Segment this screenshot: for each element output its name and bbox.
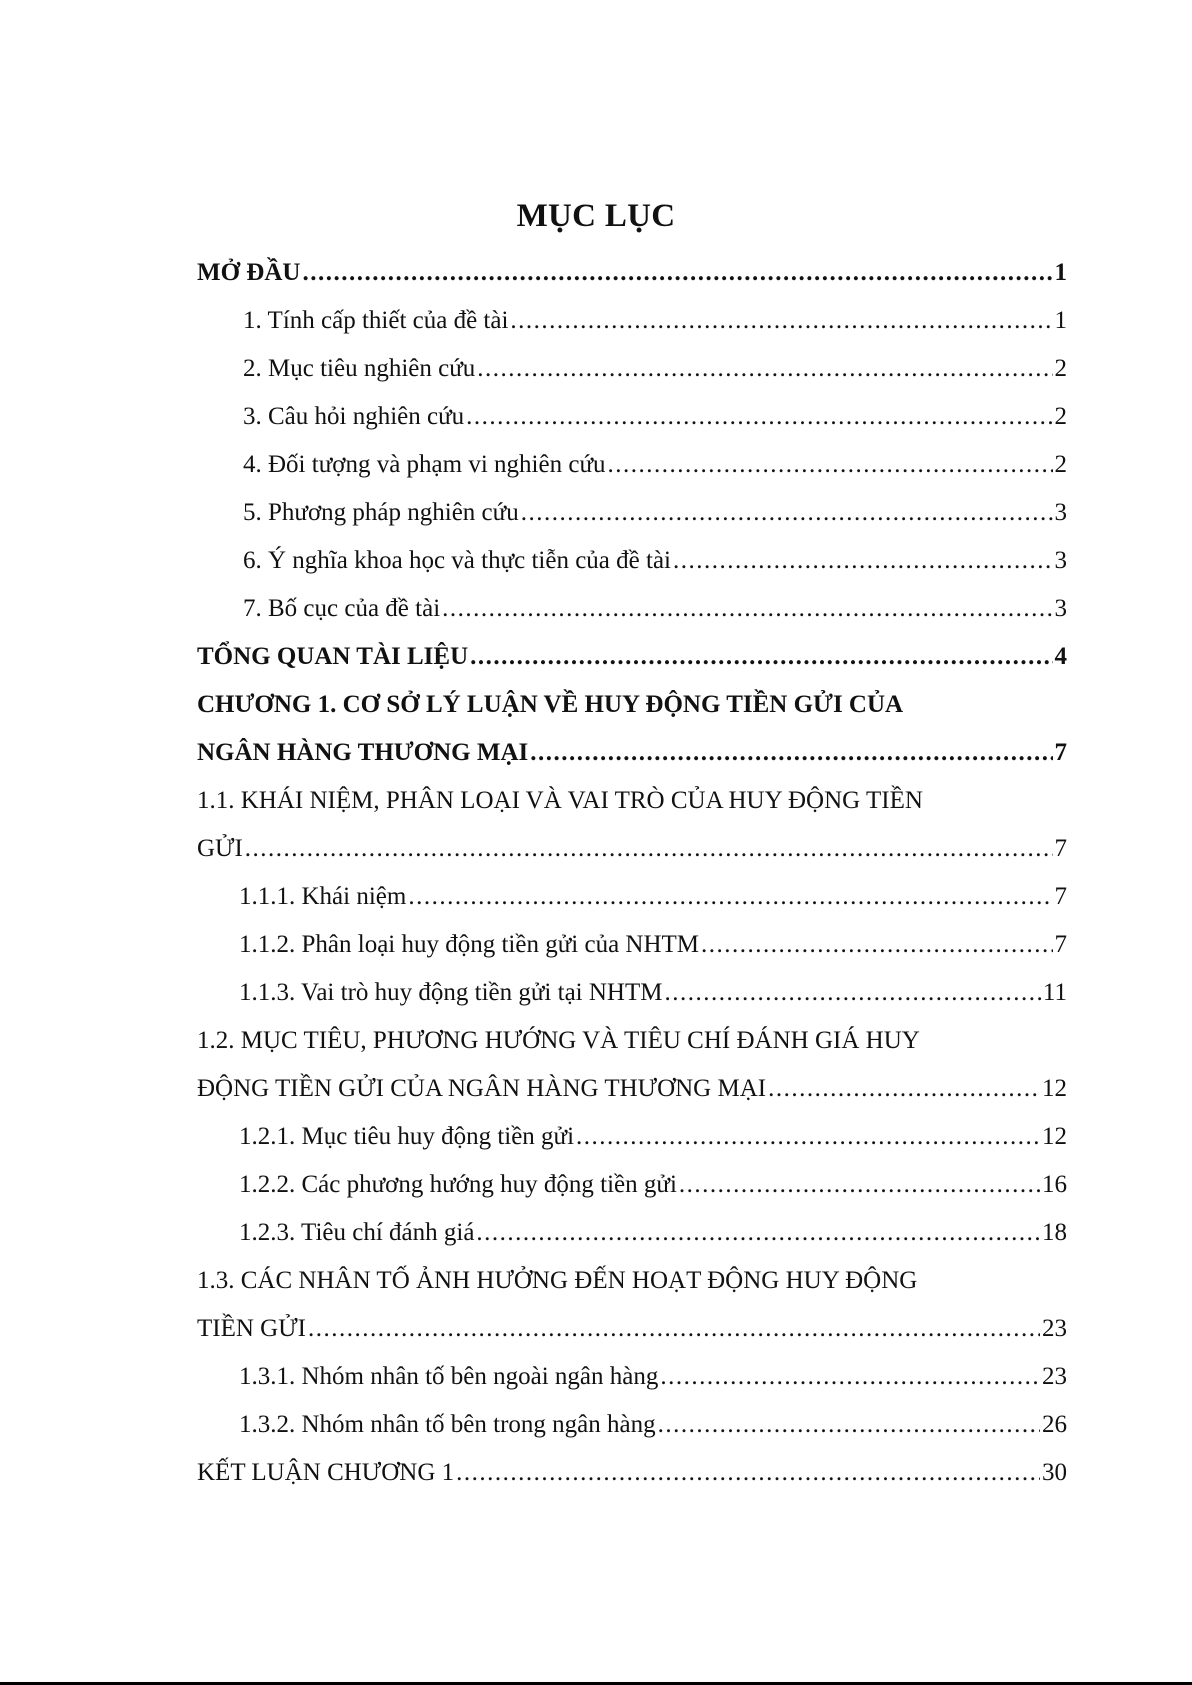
toc-page-number: 7 [1054, 883, 1067, 910]
toc-dot-leader [477, 345, 1052, 393]
toc-entry-text: ĐỘNG TIỀN GỬI CỦA NGÂN HÀNG THƯƠNG MẠI [197, 1075, 767, 1102]
toc-entry [197, 1257, 1067, 1305]
toc-entry [197, 873, 1067, 921]
toc-entry-text: 1. Tính cấp thiết của đề tài [243, 307, 509, 334]
toc-page-number: 2 [1054, 355, 1067, 382]
toc-entry-text: MỞ ĐẦU [197, 259, 301, 286]
toc-dot-leader [466, 393, 1052, 441]
toc-entry-text: 1.1. KHÁI NIỆM, PHÂN LOẠI VÀ VAI TRÒ CỦA HUY ĐỘNG TIỀN [197, 787, 923, 814]
toc-entry-text: 1.1.3. Vai trò huy động tiền gửi tại NHTM [239, 979, 663, 1006]
toc-entry-text: 1.1.1. Khái niệm [239, 883, 407, 910]
toc-entry [197, 1209, 1067, 1257]
toc-entry-text: 7. Bố cục của đề tài [243, 595, 441, 622]
toc-entry-text: 6. Ý nghĩa khoa học và thực tiễn của đề tài [243, 547, 671, 574]
toc-entry-text: 1.2. MỤC TIÊU, PHƯƠNG HƯỚNG VÀ TIÊU CHÍ ĐÁNH GIÁ HUY [197, 1027, 920, 1054]
toc-entry-text: 1.2.2. Các phương hướng huy động tiền gửi [239, 1171, 677, 1198]
toc-entry-text: CHƯƠNG 1. CƠ SỞ LÝ LUẬN VỀ HUY ĐỘNG TIỀN GỬI CỦA [197, 691, 904, 718]
toc-page-number: 23 [1042, 1315, 1067, 1342]
toc-page-number: 18 [1042, 1219, 1067, 1246]
toc-entry [197, 1161, 1067, 1209]
toc-dot-leader [408, 873, 1052, 921]
toc-entry-text: 1.2.3. Tiêu chí đánh giá [239, 1219, 475, 1246]
toc-entry [197, 585, 1067, 633]
toc-entry [197, 297, 1067, 345]
toc-dot-leader [608, 441, 1053, 489]
toc-entry-text: 1.3.2. Nhóm nhân tố bên trong ngân hàng [239, 1411, 656, 1438]
toc-dot-leader [658, 1401, 1040, 1449]
toc-page-number: 12 [1042, 1123, 1067, 1150]
toc-entry [197, 1065, 1067, 1113]
toc-dot-leader [442, 585, 1052, 633]
toc-page-number: 4 [1054, 643, 1067, 670]
toc-entry [197, 681, 1067, 729]
toc-entry [197, 537, 1067, 585]
toc-page-number: 2 [1054, 403, 1067, 430]
toc-page-number: 2 [1054, 451, 1067, 478]
toc-dot-leader [510, 297, 1052, 345]
toc-entry [197, 393, 1067, 441]
toc-page-number: 16 [1042, 1171, 1067, 1198]
toc-entry [197, 729, 1067, 777]
toc-entry-text: NGÂN HÀNG THƯƠNG MẠI [197, 739, 529, 766]
toc-entry [197, 1305, 1067, 1353]
toc-entry-text: 2. Mục tiêu nghiên cứu [243, 355, 476, 382]
toc-dot-leader [521, 489, 1053, 537]
toc-entry [197, 825, 1067, 873]
toc-entry [197, 921, 1067, 969]
toc-entry-text: 1.3.1. Nhóm nhân tố bên ngoài ngân hàng [239, 1363, 659, 1390]
table-of-contents [197, 249, 1067, 1497]
toc-dot-leader [576, 1113, 1040, 1161]
page-title: MỤC LỤC [516, 198, 676, 234]
toc-entry-text: KẾT LUẬN CHƯƠNG 1 [197, 1459, 455, 1486]
toc-entry-text: 3. Câu hỏi nghiên cứu [243, 403, 465, 430]
toc-dot-leader [530, 729, 1052, 777]
toc-entry-text: TIỀN GỬI [197, 1315, 306, 1342]
toc-entry [197, 777, 1067, 825]
toc-dot-leader [664, 969, 1040, 1017]
toc-entry [197, 489, 1067, 537]
toc-dot-leader [308, 1305, 1040, 1353]
toc-page-number: 26 [1042, 1411, 1067, 1438]
toc-entry-text: 1.1.2. Phân loại huy động tiền gửi của NHTM [239, 931, 700, 958]
toc-dot-leader [679, 1161, 1040, 1209]
toc-page-number: 11 [1042, 979, 1067, 1006]
toc-entry [197, 1017, 1067, 1065]
toc-entry [197, 1449, 1067, 1497]
toc-page-number: 3 [1054, 547, 1067, 574]
toc-entry-text: 5. Phương pháp nghiên cứu [243, 499, 519, 526]
toc-dot-leader [245, 825, 1053, 873]
toc-page-number: 23 [1042, 1363, 1067, 1390]
toc-page-number: 30 [1042, 1459, 1067, 1486]
toc-page-number: 1 [1054, 307, 1067, 334]
toc-entry [197, 633, 1067, 681]
toc-entry [197, 345, 1067, 393]
toc-dot-leader [456, 1449, 1040, 1497]
toc-page-number: 7 [1054, 739, 1067, 766]
toc-dot-leader [701, 921, 1052, 969]
toc-page-number: 7 [1054, 835, 1067, 862]
toc-entry-text: TỔNG QUAN TÀI LIỆU [197, 643, 469, 670]
toc-page-number: 3 [1054, 499, 1067, 526]
toc-entry [197, 1353, 1067, 1401]
toc-entry-text: 1.2.1. Mục tiêu huy động tiền gửi [239, 1123, 575, 1150]
toc-dot-leader [470, 633, 1052, 681]
toc-dot-leader [768, 1065, 1040, 1113]
toc-entry-text: 4. Đối tượng và phạm vi nghiên cứu [243, 451, 606, 478]
toc-entry-text: GỬI [197, 835, 243, 862]
toc-page-number: 1 [1054, 259, 1067, 286]
toc-entry [197, 249, 1067, 297]
toc-entry-text: 1.3. CÁC NHÂN TỐ ẢNH HƯỞNG ĐẾN HOẠT ĐỘNG HUY ĐỘNG [197, 1267, 918, 1294]
toc-dot-leader [476, 1209, 1040, 1257]
toc-dot-leader [673, 537, 1053, 585]
toc-dot-leader [660, 1353, 1040, 1401]
toc-entry [197, 1401, 1067, 1449]
toc-entry [197, 1113, 1067, 1161]
toc-page-number: 12 [1042, 1075, 1067, 1102]
toc-page-number: 7 [1054, 931, 1067, 958]
toc-entry [197, 969, 1067, 1017]
toc-dot-leader [302, 249, 1052, 297]
toc-entry [197, 441, 1067, 489]
toc-page-number: 3 [1054, 595, 1067, 622]
